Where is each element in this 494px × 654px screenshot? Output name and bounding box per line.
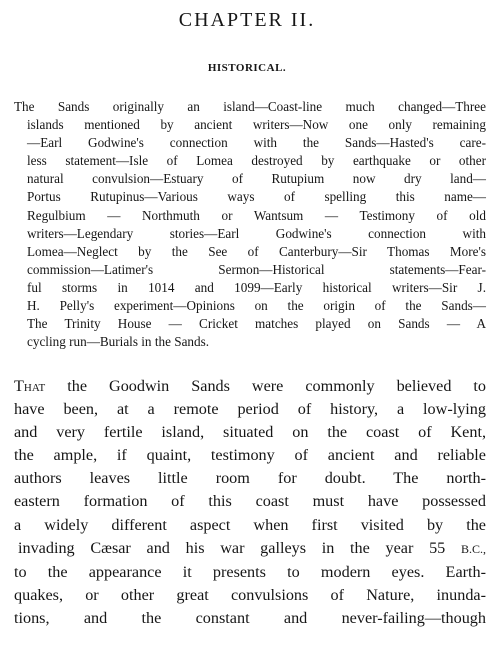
body-line: the ample, if quaint, testimony of ancient and reliable <box>14 446 486 465</box>
section-heading: HISTORICAL. <box>207 62 287 74</box>
summary-line: islands mentioned by ancient writers—Now one only remaining <box>27 117 486 133</box>
summary-line: commission—Latimer's Sermon—Historical statements—Fear- <box>27 261 486 277</box>
summary-line: ful storms in 1014 and 1099—Early historical writers—Sir J. <box>27 279 486 295</box>
summary-line: writers—Legendary stories—Earl Godwine's connection with <box>27 225 486 241</box>
body-line-text: the Goodwin Sands were commonly believed to <box>45 377 486 395</box>
body-line: and very fertile island, situated on the coast of Kent, <box>14 423 486 442</box>
era-label: B.C., <box>461 541 487 556</box>
summary-line: Lomea—Neglect by the See of Canterbury—Sir Thomas More's <box>27 243 486 259</box>
summary-line: The Trinity House — Cricket matches played on Sands — A <box>27 316 486 332</box>
body-line: quakes, or other great convulsions of Nature, inunda- <box>14 585 486 604</box>
body-line: authors leaves little room for doubt. The north- <box>14 469 486 488</box>
summary-line: Regulbium — Northmuth or Wantsum — Testimony of old <box>27 207 486 223</box>
opening-word: That <box>14 377 46 395</box>
body-paragraph <box>14 375 486 630</box>
summary-line: —Earl Godwine's connection with the Sands—Hasted's care- <box>27 135 486 151</box>
chapter-summary <box>14 98 486 351</box>
summary-line: Portus Rutupinus—Various ways of spelling this name— <box>27 189 486 205</box>
summary-line: cycling run—Burials in the Sands. <box>27 334 210 350</box>
summary-line: The Sands originally an island—Coast-line much changed—Three <box>14 99 486 114</box>
body-line: have been, at a remote period of history, a low-lying <box>14 400 486 419</box>
summary-line: less statement—Isle of Lomea destroyed by earthquake or other <box>27 153 486 169</box>
summary-line: natural convulsion—Estuary of Rutupium now dry land— <box>27 171 486 187</box>
body-line: a widely different aspect when first visited by the <box>14 515 486 534</box>
body-line-text: invading Cæsar and his war galleys in the year 55 <box>18 538 446 557</box>
summary-line: H. Pelly's experiment—Opinions on the origin of the Sands— <box>27 298 486 314</box>
body-line: eastern formation of this coast must have possessed <box>14 492 486 511</box>
body-line: tions, and the constant and never-failing—though <box>14 608 486 627</box>
body-line <box>14 537 486 561</box>
chapter-heading: CHAPTER II. <box>178 9 316 31</box>
body-line <box>14 375 486 398</box>
body-line: to the appearance it presents to modern eyes. Earth- <box>14 562 486 581</box>
